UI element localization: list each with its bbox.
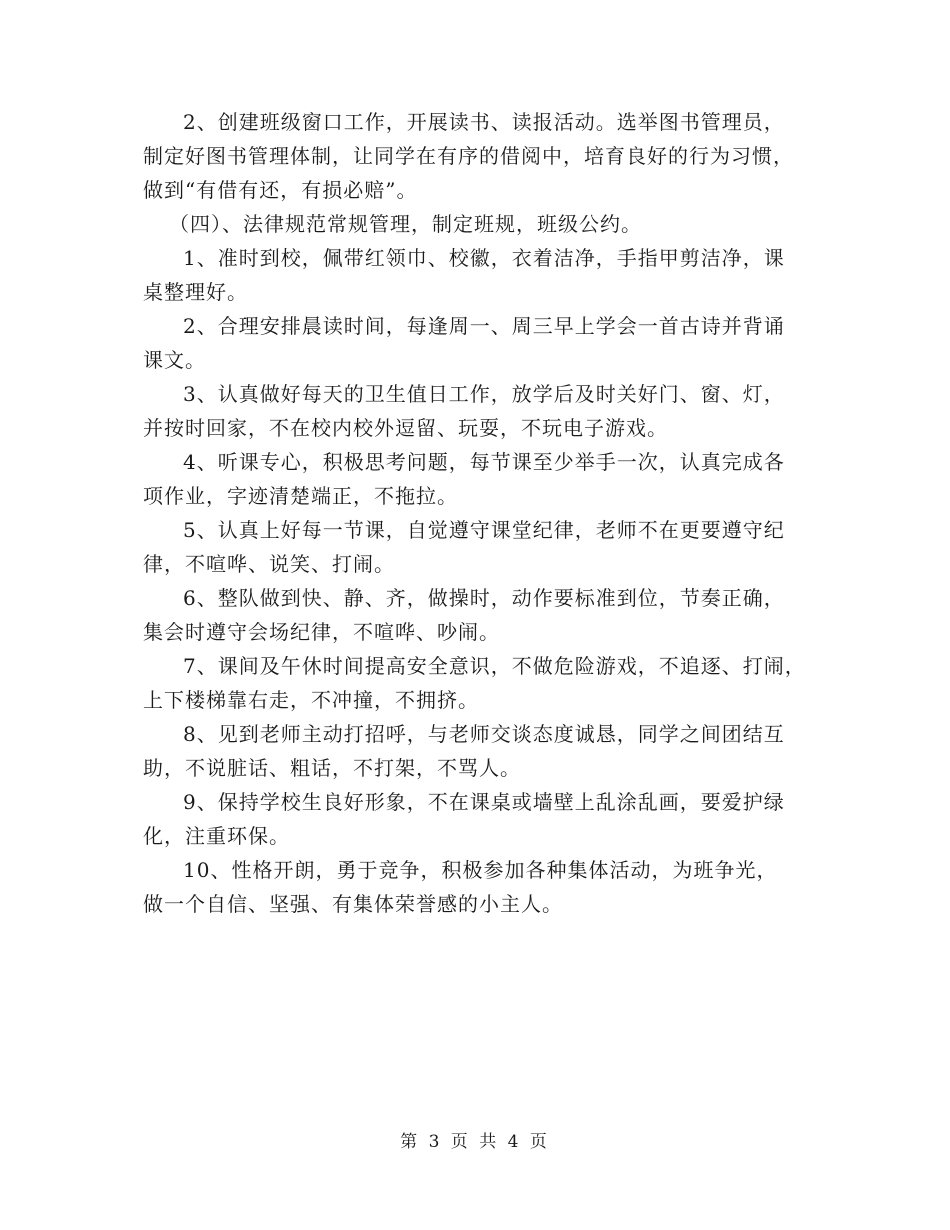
page-number-footer: 第 3 页 共 4 页 [400, 1132, 550, 1152]
paragraph-line: 6、整队做到快、静、齐，做操时，动作要标准到位，节奏正确， [183, 586, 785, 610]
rule-item-8 [143, 717, 823, 785]
rule-item-1 [143, 241, 823, 309]
paragraph-line: 制定好图书管理体制，让同学在有序的借阅中，培育良好的行为习惯， [143, 144, 794, 168]
paragraph-line: 3、认真做好每天的卫生值日工作，放学后及时关好门、窗、灯， [183, 382, 785, 406]
rule-item-2 [143, 309, 823, 377]
paragraph-line: 项作业，字迹清楚端正，不拖拉。 [143, 484, 458, 508]
paragraph-line: 10、性格开朗，勇于竞争，积极参加各种集体活动，为班争光， [183, 858, 778, 882]
paragraph-line: 做一个自信、坚强、有集体荣誉感的小主人。 [143, 892, 563, 916]
section-heading [143, 207, 823, 241]
rule-item-4 [143, 445, 823, 513]
paragraph-line: 并按时回家，不在校内校外逗留、玩耍，不玩电子游戏。 [143, 416, 668, 440]
paragraph-line: 上下楼梯靠右走，不冲撞，不拥挤。 [143, 688, 479, 712]
paragraph-line: 助，不说脏话、粗话，不打架，不骂人。 [143, 756, 521, 780]
paragraph-line: 2、合理安排晨读时间，每逢周一、周三早上学会一首古诗并背诵 [183, 314, 785, 338]
paragraph-line: 9、保持学校生良好形象，不在课桌或墙壁上乱涂乱画，要爱护绿 [183, 790, 785, 814]
rule-item-3 [143, 377, 823, 445]
paragraph-line: 4、听课专心，积极思考问题，每节课至少举手一次，认真完成各 [183, 450, 785, 474]
rule-item-7 [143, 649, 823, 717]
paragraph-line: 2、创建班级窗口工作，开展读书、读报活动。选举图书管理员， [183, 110, 785, 134]
paragraph-line: 集会时遵守会场纪律，不喧哗、吵闹。 [143, 620, 500, 644]
paragraph-line: 化，注重环保。 [143, 824, 290, 848]
paragraph-line: 7、课间及午休时间提高安全意识，不做危险游戏，不追逐、打闹， [183, 654, 806, 678]
rule-item-6 [143, 581, 823, 649]
paragraph-line: 桌整理好。 [143, 280, 248, 304]
paragraph-line: 1、准时到校，佩带红领巾、校徽，衣着洁净，手指甲剪洁净，课 [183, 246, 785, 270]
paragraph-line: 律，不喧哗、说笑、打闹。 [143, 552, 395, 576]
rule-item-9 [143, 785, 823, 853]
rule-item-5 [143, 513, 823, 581]
paragraph-window-work [143, 105, 823, 207]
paragraph-line: 5、认真上好每一节课，自觉遵守课堂纪律，老师不在更要遵守纪 [183, 518, 785, 542]
section-heading-text: （四）、法律规范常规管理，制定班规，班级公约。 [169, 212, 642, 236]
paragraph-line: 做到“有借有还，有损必赔”。 [143, 178, 418, 202]
paragraph-line: 课文。 [143, 348, 206, 372]
rule-item-10 [143, 853, 823, 921]
document-body [143, 105, 823, 921]
paragraph-line: 8、见到老师主动打招呼，与老师交谈态度诚恳，同学之间团结互 [183, 722, 785, 746]
